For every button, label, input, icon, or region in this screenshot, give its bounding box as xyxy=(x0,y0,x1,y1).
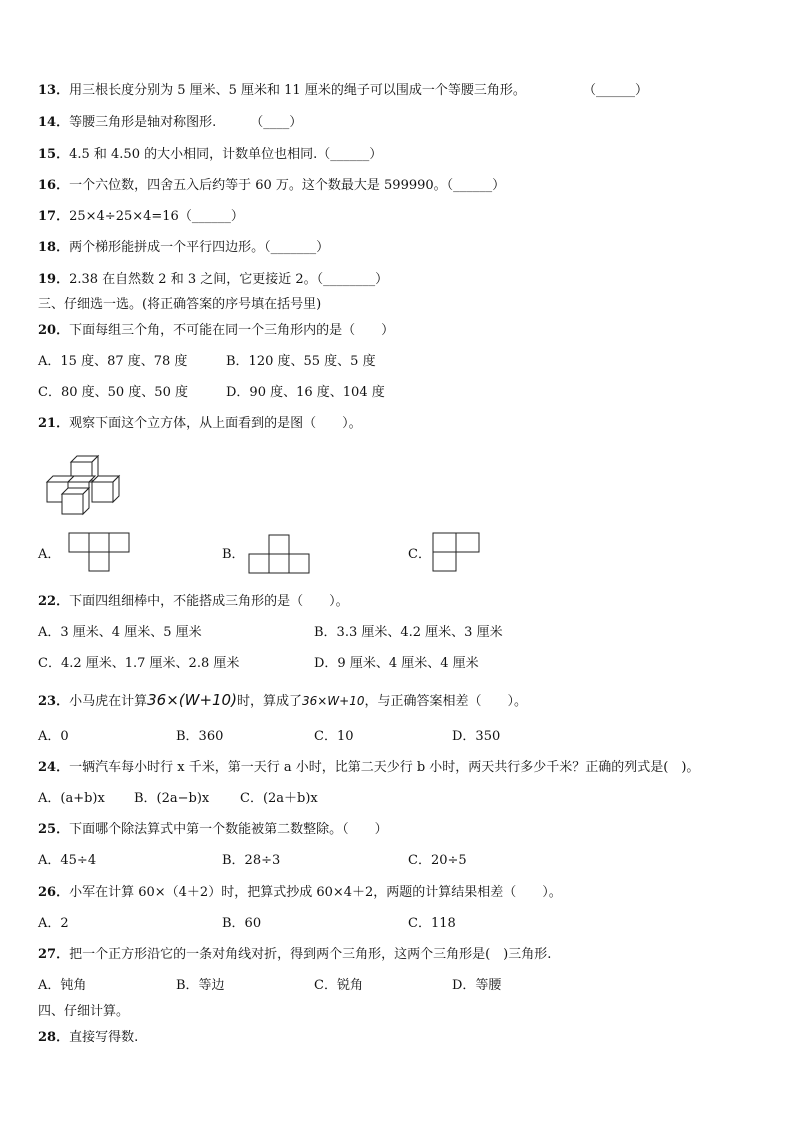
question-text-pre: 小马虎在计算 xyxy=(69,694,148,709)
option-b[interactable]: B．120 度、55 度、5 度 xyxy=(226,354,376,369)
option-a[interactable]: A．(a+b)x xyxy=(38,791,105,806)
answer-blank[interactable]: （____） xyxy=(250,115,303,130)
option-c[interactable]: C． xyxy=(408,547,431,562)
option-a[interactable]: A．3 厘米、4 厘米、5 厘米 xyxy=(38,625,202,640)
option-d[interactable]: D．350 xyxy=(452,729,501,744)
question-text: 观察下面这个立方体，从上面看到的是图（ ）。 xyxy=(69,416,362,431)
question-text: 两个梯形能拼成一个平行四边形。 xyxy=(69,240,265,255)
option-a[interactable]: A．0 xyxy=(38,729,69,744)
question-18 xyxy=(38,239,329,257)
question-text: 小军在计算 60×（4＋2）时，把算式抄成 60×4＋2，两题的计算结果相差（ ）。 xyxy=(69,885,562,900)
option-d[interactable]: D．等腰 xyxy=(452,978,502,993)
question-text: 等腰三角形是轴对称图形. xyxy=(69,115,217,130)
option-c[interactable]: C．4.2 厘米、1.7 厘米、2.8 厘米 xyxy=(38,656,240,671)
option-b[interactable]: B．(2a−b)x xyxy=(134,791,210,806)
answer-blank[interactable]: （______） xyxy=(583,83,649,98)
question-text-post: ，与正确答案相差（ ）。 xyxy=(364,694,528,709)
question-26 xyxy=(38,884,562,902)
question-text-mid: 时，算成了 xyxy=(236,694,302,709)
question-number: 26． xyxy=(38,885,70,900)
option-c[interactable]: C．10 xyxy=(314,729,354,744)
option-c[interactable]: C．(2a＋b)x xyxy=(240,791,318,806)
question-28 xyxy=(38,1029,138,1047)
question-20 xyxy=(38,322,394,340)
question-text: 用三根长度分别为 5 厘米、5 厘米和 11 厘米的绳子可以围成一个等腰三角形。 xyxy=(69,83,526,98)
option-c[interactable]: C．80 度、50 度、50 度 xyxy=(38,385,188,400)
question-number: 14． xyxy=(38,115,70,130)
option-d[interactable]: D．9 厘米、4 厘米、4 厘米 xyxy=(314,656,479,671)
option-c[interactable]: C．118 xyxy=(408,916,456,931)
option-c[interactable]: C．锐角 xyxy=(314,978,363,993)
question-13 xyxy=(38,82,526,100)
question-17 xyxy=(38,208,244,226)
question-number: 17． xyxy=(38,209,70,224)
option-d[interactable]: D．90 度、16 度、104 度 xyxy=(226,385,385,400)
answer-blank[interactable]: （______） xyxy=(178,209,244,224)
question-text: 4.5 和 4.50 的大小相同，计数单位也相同. xyxy=(69,147,318,162)
question-number: 28． xyxy=(38,1030,70,1045)
option-b[interactable]: B．60 xyxy=(222,916,262,931)
answer-blank[interactable]: （______） xyxy=(317,147,383,162)
question-number: 25． xyxy=(38,822,70,837)
answer-blank[interactable]: （_______） xyxy=(264,240,330,255)
question-text: 一个六位数，四舍五入后约等于 60 万。这个数最大是 599990。 xyxy=(69,178,447,193)
question-text: 直接写得数. xyxy=(69,1030,139,1045)
question-15 xyxy=(38,146,382,164)
question-number: 18． xyxy=(38,240,70,255)
option-b[interactable]: B．360 xyxy=(176,729,224,744)
option-a[interactable]: A．15 度、87 度、78 度 xyxy=(38,354,188,369)
option-b-figure[interactable] xyxy=(248,534,312,576)
question-23 xyxy=(38,691,527,711)
question-25 xyxy=(38,821,388,839)
option-b[interactable]: B．3.3 厘米、4.2 厘米、3 厘米 xyxy=(314,625,503,640)
expression-wrong: 36×W+10 xyxy=(301,694,365,708)
question-16 xyxy=(38,177,505,195)
question-number: 24． xyxy=(38,760,70,775)
option-c-figure[interactable] xyxy=(432,532,482,574)
question-text: 把一个正方形沿它的一条对角线对折，得到两个三角形，这两个三角形是( )三角形. xyxy=(69,947,552,962)
option-c[interactable]: C．20÷5 xyxy=(408,853,467,868)
question-number: 22． xyxy=(38,594,70,609)
question-27 xyxy=(38,946,551,964)
question-text: 下面四组细棒中，不能搭成三角形的是（ ）。 xyxy=(69,594,349,609)
option-a-figure[interactable] xyxy=(68,532,132,574)
option-b[interactable]: B．28÷3 xyxy=(222,853,281,868)
question-text: 2.38 在自然数 2 和 3 之间，它更接近 2。 xyxy=(69,272,317,287)
question-number: 16． xyxy=(38,178,70,193)
question-text: 25×4÷25×4=16 xyxy=(69,209,179,224)
question-21 xyxy=(38,415,362,433)
section-4-heading: 四、仔细计算。 xyxy=(38,1004,130,1019)
option-a[interactable]: A．钝角 xyxy=(38,978,87,993)
option-b[interactable]: B．等边 xyxy=(176,978,225,993)
answer-blank[interactable]: （______） xyxy=(446,178,506,193)
section-3-heading: 三、仔细选一选。(将正确答案的序号填在括号里) xyxy=(38,297,322,312)
question-number: 13． xyxy=(38,83,70,98)
option-a[interactable]: A．45÷4 xyxy=(38,853,97,868)
question-24 xyxy=(38,759,699,777)
option-b[interactable]: B． xyxy=(222,547,245,562)
question-number: 20． xyxy=(38,323,70,338)
question-number: 19． xyxy=(38,272,70,287)
question-19 xyxy=(38,271,388,289)
question-number: 15． xyxy=(38,147,70,162)
question-text: 下面哪个除法算式中第一个数能被第二数整除。（ ） xyxy=(69,822,388,837)
question-text: 下面每组三个角，不可能在同一个三角形内的是（ ） xyxy=(69,323,395,338)
expression-correct: 36×(W+10) xyxy=(147,691,237,709)
question-22 xyxy=(38,593,349,611)
option-a[interactable]: A．2 xyxy=(38,916,69,931)
question-number: 23． xyxy=(38,694,70,709)
question-text: 一辆汽车每小时行 x 千米，第一天行 a 小时，比第二天少行 b 小时，两天共行多少千米？正确的列式是( )。 xyxy=(69,760,700,775)
option-a[interactable]: A． xyxy=(38,547,61,562)
question-number: 27． xyxy=(38,947,70,962)
question-14 xyxy=(38,114,302,132)
question-number: 21． xyxy=(38,416,70,431)
cube-stack-figure xyxy=(44,454,124,516)
answer-blank[interactable]: （________） xyxy=(316,272,389,287)
